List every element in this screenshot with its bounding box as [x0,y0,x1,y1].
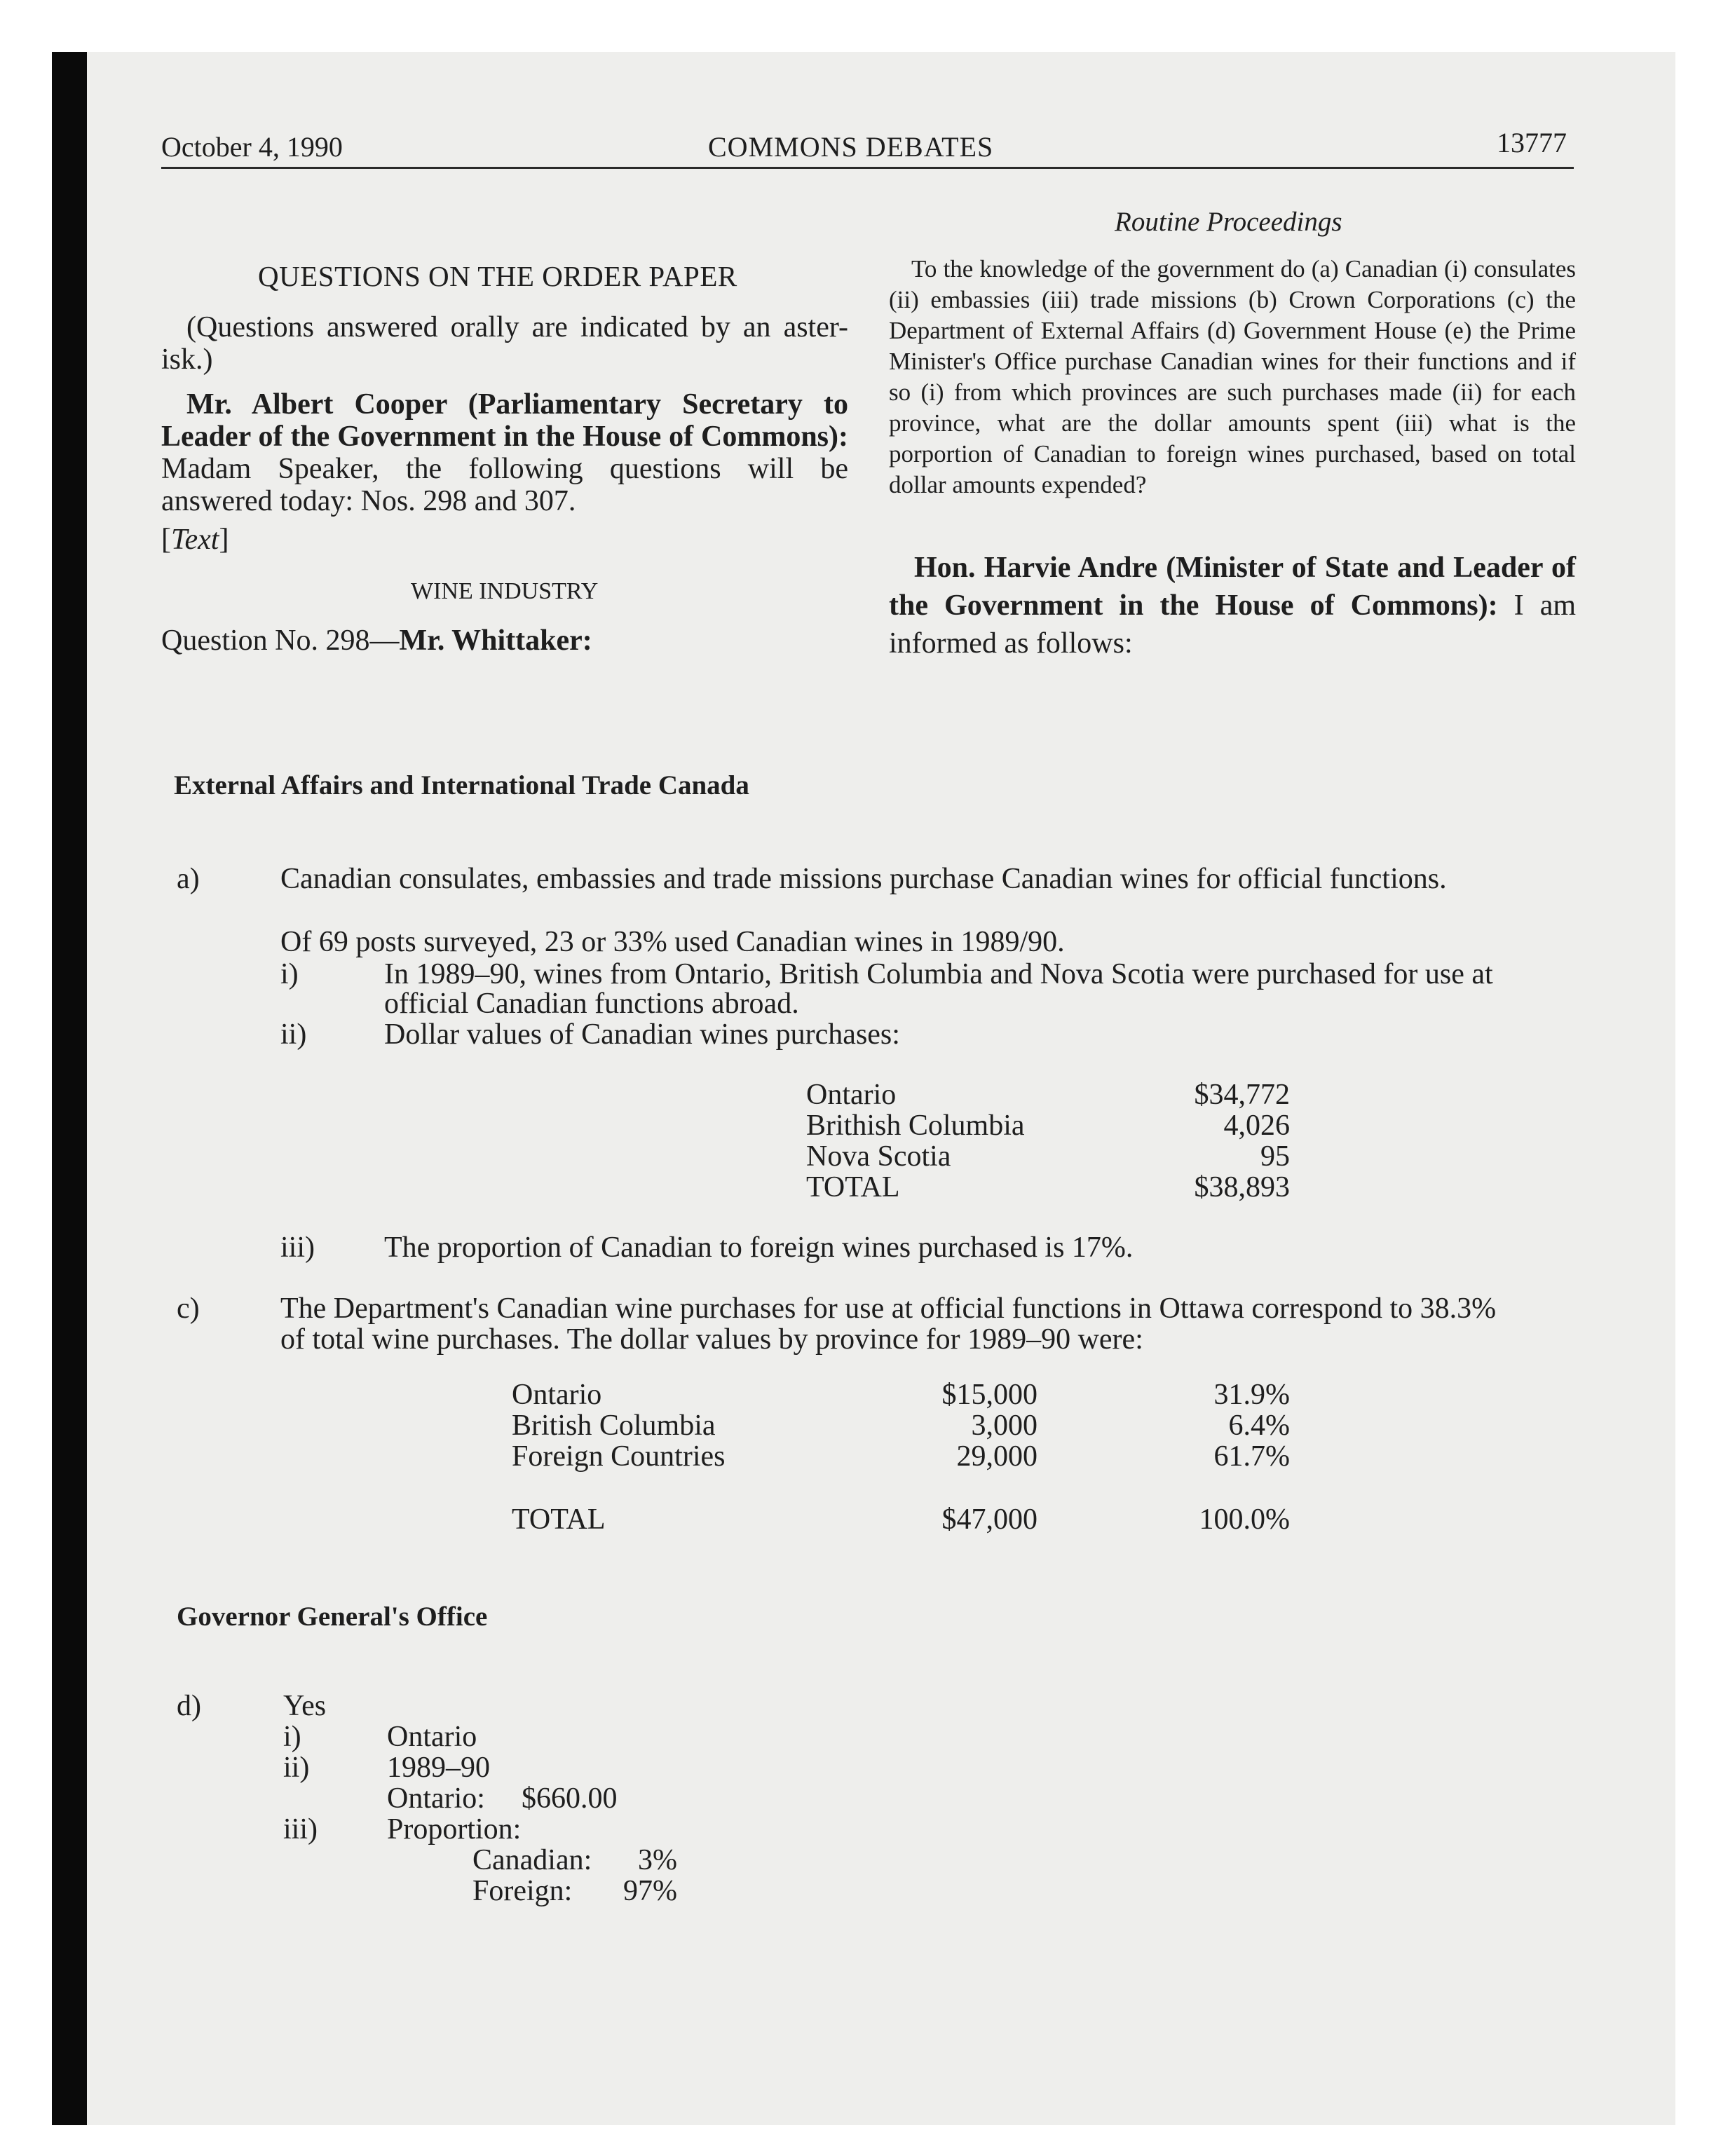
item-i-text-1: In 1989–90, wines from Ontario, British Columbia and Nova Scotia were purchased for use at [384,958,1493,990]
table-cell-province: Nova Scotia [806,1140,951,1173]
table-cell-province: Ontario [512,1379,602,1411]
item-a-label: a) [177,863,200,895]
table-cell-amount: $15,000 [941,1379,1037,1411]
header-date: October 4, 1990 [161,131,343,163]
speech-text: Madam Speaker, the following questions will be answered today: Nos. 298 and 307. [161,453,848,517]
gg-canadian-value: 3% [638,1844,677,1876]
item-iii-label: iii) [280,1231,315,1264]
header-rule [161,167,1574,169]
andre-answer [889,549,1576,662]
gg-ontario-value: $660.00 [522,1782,618,1815]
gg-item-ii-label: ii) [283,1752,310,1784]
table-total-amount: $47,000 [941,1503,1037,1536]
question-number: Question No. 298—Mr. Whittaker: [161,625,592,657]
item-i-label: i) [280,958,299,990]
page-number: 13777 [1497,127,1567,158]
table-cell-amount: $34,772 [1194,1079,1290,1111]
subject-heading: WINE INDUSTRY [411,578,599,604]
item-ii-label: ii) [280,1018,307,1051]
cooper-speech [161,388,848,517]
gg-ontario-label: Ontario: [387,1782,485,1815]
questions-heading: QUESTIONS ON THE ORDER PAPER [258,260,737,292]
gg-item-iii-label: iii) [283,1813,318,1845]
orally-note: (Questions answered orally are indicated by an aster-isk.) [161,311,848,376]
gg-item-i-text: Ontario [387,1721,477,1753]
table-cell-province: Ontario [806,1079,897,1111]
governor-general-heading: Governor General's Office [177,1602,488,1632]
speaker-name: Mr. Albert Cooper (Parliamentary Secretary to Leader of the Government in the House of Commons): [161,388,848,453]
table-cell-amount: 4,026 [1223,1110,1290,1142]
text-marker: [Text] [161,524,229,556]
table-cell-province: British Columbia [512,1410,716,1442]
gg-item-iii-text: Proportion: [387,1813,522,1845]
table-cell-province: Brithish Columbia [806,1110,1025,1142]
header-title: COMMONS DEBATES [708,131,994,163]
table-cell-province: TOTAL [806,1171,900,1203]
table-cell-percent: 31.9% [1213,1379,1290,1411]
gg-item-ii-text: 1989–90 [387,1752,490,1784]
scan-edge-bar [52,52,87,2125]
survey-text: Of 69 posts surveyed, 23 or 33% used Canadian wines in 1989/90. [280,926,1065,958]
table-cell-amount: 29,000 [956,1440,1037,1473]
item-ii-text: Dollar values of Canadian wines purchases: [384,1018,900,1051]
table-cell-amount: $38,893 [1194,1171,1290,1203]
table-total-percent: 100.0% [1199,1503,1290,1536]
item-a-text: Canadian consulates, embassies and trade missions purchase Canadian wines for official functions. [280,863,1447,895]
answer-speaker: Hon. Harvie Andre (Minister of State and Leader of the Government in the House of Commons): [889,552,1576,622]
section-title: Routine Proceedings [1115,207,1342,237]
table-cell-amount: 95 [1260,1140,1290,1173]
item-i-text-2: official Canadian functions abroad. [384,988,799,1020]
item-d-label: d) [177,1690,201,1722]
gg-canadian-label: Canadian: [472,1844,592,1876]
gg-foreign-value: 97% [623,1875,677,1907]
table-total-label: TOTAL [512,1503,606,1536]
question-text: To the knowledge of the government do (a) Canadian (i) consulates (ii) embassies (iii) trade missions (b) Crown Corporations (c) the Department of External Affairs (d) Government House (e) the Prime Minister's Office purchase Canadian wines for their functions and if so (i) from which provinces are such purchases made (ii) for each province, what are the dollar amounts spent (iii) what is the porportion of Canadian to foreign wines purchased, based on total dollar amounts expended? [889,255,1576,498]
gg-foreign-label: Foreign: [472,1875,573,1907]
answer-intro: I am informed as follows: [889,589,1577,660]
table-cell-province: Foreign Countries [512,1440,726,1473]
gg-item-i-label: i) [283,1721,301,1753]
table-cell-amount: 3,000 [971,1410,1037,1442]
item-c-text-1: The Department's Canadian wine purchases for use at official functions in Ottawa correspond to 38.3% [280,1292,1497,1325]
table-cell-percent: 6.4% [1228,1410,1290,1442]
external-affairs-heading: External Affairs and International Trade Canada [174,770,749,800]
item-c-text-2: of total wine purchases. The dollar values by province for 1989–90 were: [280,1323,1143,1356]
item-d-text: Yes [283,1690,327,1722]
table-cell-percent: 61.7% [1213,1440,1290,1473]
item-c-label: c) [177,1292,200,1325]
item-iii-text: The proportion of Canadian to foreign wines purchased is 17%. [384,1231,1134,1264]
